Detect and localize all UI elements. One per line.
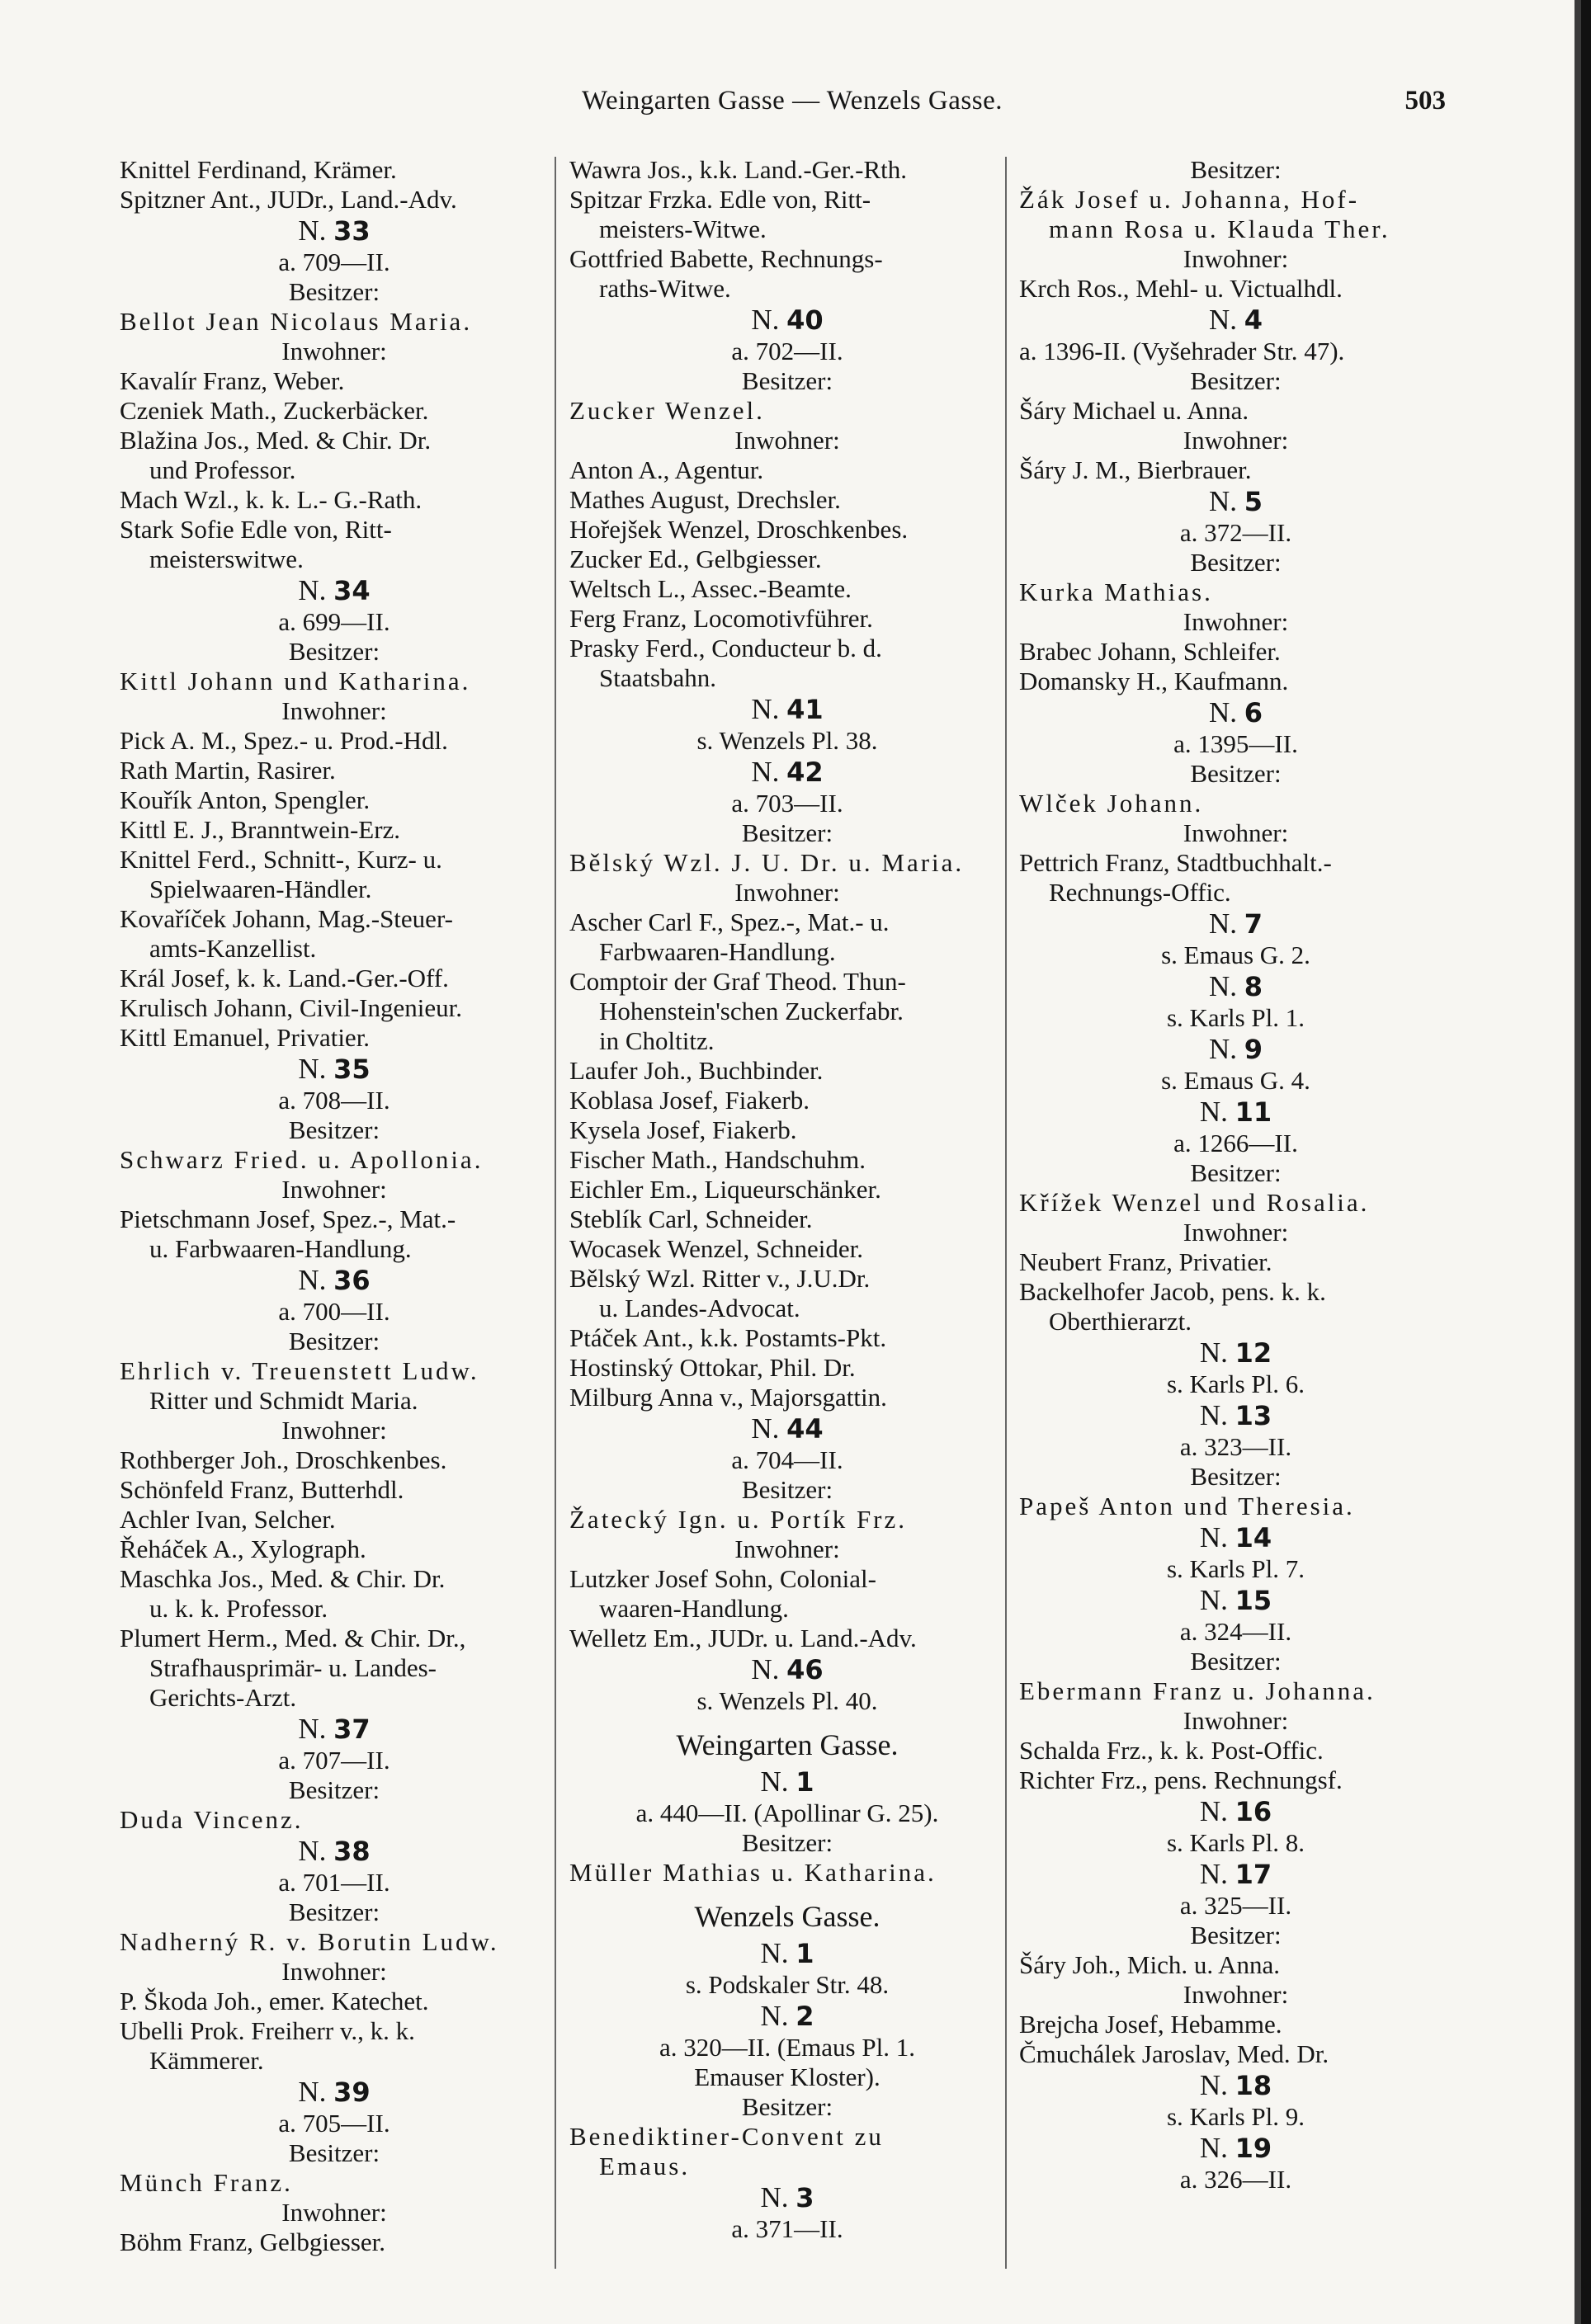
address-line: Besitzer: — [1190, 548, 1282, 577]
entry-continuation: Ritter und Schmidt Maria. — [149, 1386, 418, 1415]
address-line: Inwohner: — [734, 426, 840, 455]
entry-continuation: und Professor. — [149, 455, 296, 484]
address-line: s. Wenzels Pl. 38. — [696, 726, 878, 755]
address-line: a. 371—II. — [731, 2214, 843, 2243]
directory-entry: Brabec Johann, Schleifer. — [1019, 637, 1281, 666]
house-number: N. 34 — [298, 574, 371, 606]
address-line: Besitzer: — [741, 1828, 833, 1857]
directory-entry: Král Josef, k. k. Land.-Ger.-Off. — [120, 964, 449, 992]
directory-entry: Anton A., Agentur. — [569, 455, 764, 484]
address-line: a. 325—II. — [1179, 1891, 1292, 1920]
owner-name: Münch Franz. — [120, 2168, 293, 2197]
directory-entry: Spitzar Frzka. Edle von, Ritt- — [569, 185, 871, 214]
address-line: Inwohner: — [1183, 1706, 1289, 1735]
address-line: a. 1266—II. — [1173, 1129, 1298, 1157]
directory-entry: Pietschmann Josef, Spez.-, Mat.- — [120, 1204, 456, 1233]
address-line: s. Wenzels Pl. 40. — [696, 1686, 878, 1715]
address-line: Inwohner: — [281, 1416, 387, 1445]
house-number: N. 6 — [1208, 696, 1263, 728]
directory-entry: Bělský Wzl. Ritter v., J.U.Dr. — [569, 1264, 871, 1293]
address-line: Inwohner: — [1183, 1980, 1289, 2009]
address-line: Inwohner: — [281, 1175, 387, 1204]
directory-entry: Plumert Herm., Med. & Chir. Dr., — [120, 1624, 466, 1652]
page-edge — [1581, 0, 1591, 2324]
directory-entry: Knittel Ferd., Schnitt-, Kurz- u. — [120, 845, 442, 874]
column-middle — [569, 155, 1005, 2244]
running-head: Weingarten Gasse — Wenzels Gasse. — [581, 86, 1003, 115]
address-line: a. 702—II. — [731, 337, 843, 365]
address-line: Besitzer: — [1190, 1158, 1282, 1187]
owner-name: Benediktiner-Convent zu — [569, 2122, 884, 2151]
house-number: N. 35 — [298, 1053, 371, 1085]
directory-entry: Domansky H., Kaufmann. — [1019, 667, 1289, 695]
directory-entry: Kouřík Anton, Spengler. — [120, 785, 371, 814]
directory-entry: Wocasek Wenzel, Schneider. — [569, 1234, 863, 1263]
column-right — [1019, 155, 1452, 2194]
column-rule — [1005, 157, 1007, 2269]
directory-entry: Šáry Joh., Mich. u. Anna. — [1019, 1950, 1281, 1979]
address-line: a. 700—II. — [278, 1297, 390, 1326]
house-number: N. 1 — [760, 1937, 814, 1969]
directory-entry: a. 1396-II. (Vyšehrader Str. 47). — [1019, 337, 1345, 365]
directory-entry: Řeháček A., Xylograph. — [120, 1534, 366, 1563]
directory-entry: Zucker Ed., Gelbgiesser. — [569, 544, 822, 573]
entry-continuation: waaren-Handlung. — [599, 1594, 789, 1623]
address-line: s. Karls Pl. 7. — [1166, 1554, 1305, 1583]
directory-entry: Eichler Em., Liqueurschänker. — [569, 1175, 881, 1204]
directory-entry: Stark Sofie Edle von, Ritt- — [120, 515, 392, 544]
address-line: Inwohner: — [1183, 818, 1289, 847]
address-line: s. Emaus G. 2. — [1161, 940, 1310, 969]
house-number: N. 14 — [1199, 1521, 1272, 1553]
house-number: N. 37 — [298, 1713, 371, 1745]
directory-entry: Schönfeld Franz, Butterhdl. — [120, 1475, 404, 1504]
entry-continuation: Gerichts-Arzt. — [149, 1683, 297, 1712]
house-number: N. 39 — [298, 2076, 371, 2108]
house-number: N. 42 — [751, 756, 824, 788]
house-number: N. 9 — [1208, 1033, 1263, 1065]
address-line: s. Karls Pl. 8. — [1166, 1828, 1305, 1857]
owner-name: Müller Mathias u. Katharina. — [569, 1858, 937, 1887]
address-line: s. Karls Pl. 6. — [1166, 1369, 1305, 1398]
owner-name: Kurka Mathias. — [1019, 577, 1213, 606]
house-number: N. 16 — [1199, 1795, 1272, 1827]
address-line: a. 699—II. — [278, 607, 390, 636]
address-line: s. Karls Pl. 1. — [1166, 1003, 1305, 1032]
owner-name: Zucker Wenzel. — [569, 396, 765, 425]
directory-entry: Achler Ivan, Selcher. — [120, 1505, 336, 1534]
house-number: N. 44 — [751, 1412, 824, 1445]
address-line: Besitzer: — [1190, 1647, 1282, 1676]
address-line: Inwohner: — [281, 1957, 387, 1986]
address-line: Inwohner: — [281, 696, 387, 725]
entry-continuation: Rechnungs-Offic. — [1049, 878, 1231, 907]
entry-continuation: u. Farbwaaren-Handlung. — [149, 1234, 412, 1263]
address-line: Besitzer: — [288, 637, 380, 666]
address-line: Besitzer: — [288, 1327, 380, 1355]
owner-name: Ebermann Franz u. Johanna. — [1019, 1676, 1376, 1705]
address-line: a. 323—II. — [1179, 1432, 1292, 1461]
address-line: a. 703—II. — [731, 789, 843, 818]
directory-entry: Kittl Emanuel, Privatier. — [120, 1023, 371, 1052]
directory-entry: Šáry J. M., Bierbrauer. — [1019, 455, 1252, 484]
address-line: Inwohner: — [281, 337, 387, 365]
entry-continuation: Hohenstein'schen Zuckerfabr. — [599, 997, 904, 1025]
street-heading: Wenzels Gasse. — [694, 1900, 880, 1933]
directory-entry: Czeniek Math., Zuckerbäcker. — [120, 396, 429, 425]
house-number: N. 33 — [298, 214, 371, 247]
directory-entry: Gottfried Babette, Rechnungs- — [569, 244, 883, 273]
house-number: N. 8 — [1208, 970, 1263, 1002]
address-line: a. 704—II. — [731, 1445, 843, 1474]
directory-entry: Brejcha Josef, Hebamme. — [1019, 2010, 1282, 2039]
address-line: a. 320—II. (Emaus Pl. 1. — [659, 2033, 915, 2062]
entry-continuation: meisterswitwe. — [149, 544, 304, 573]
directory-entry: Lutzker Josef Sohn, Colonial- — [569, 1564, 876, 1593]
directory-entry: Koblasa Josef, Fiakerb. — [569, 1086, 810, 1115]
house-number: N. 40 — [751, 304, 824, 336]
address-line: Inwohner: — [734, 1534, 840, 1563]
address-line: Besitzer: — [741, 1475, 833, 1504]
address-line: a. 709—II. — [278, 247, 390, 276]
directory-entry: Rothberger Joh., Droschkenbes. — [120, 1445, 447, 1474]
entry-continuation: Emaus. — [599, 2152, 691, 2180]
house-number: N. 7 — [1208, 907, 1263, 940]
house-number: N. 17 — [1199, 1858, 1272, 1890]
address-line: Besitzer: — [1190, 759, 1282, 788]
entry-continuation: u. k. k. Professor. — [149, 1594, 328, 1623]
owner-name: Žák Josef u. Johanna, Hof- — [1019, 185, 1360, 214]
directory-entry: Knittel Ferdinand, Krämer. — [120, 155, 397, 184]
address-line: a. 326—II. — [1179, 2165, 1292, 2194]
directory-entry: Hořejšek Wenzel, Droschkenbes. — [569, 515, 909, 544]
address-line: Besitzer: — [1190, 155, 1282, 184]
owner-name: Schwarz Fried. u. Apollonia. — [120, 1145, 484, 1174]
directory-entry: Böhm Franz, Gelbgiesser. — [120, 2227, 386, 2256]
directory-entry: Schalda Frz., k. k. Post-Offic. — [1019, 1736, 1324, 1765]
house-number: N. 41 — [751, 693, 824, 725]
house-number: N. 46 — [751, 1653, 824, 1685]
directory-entry: Fischer Math., Handschuhm. — [569, 1145, 866, 1174]
house-number: N. 15 — [1199, 1584, 1272, 1616]
directory-entry: Richter Frz., pens. Rechnungsf. — [1019, 1765, 1343, 1794]
directory-entry: Rath Martin, Rasirer. — [120, 756, 336, 785]
address-line: a. 705—II. — [278, 2109, 390, 2138]
directory-entry: Pick A. M., Spez.- u. Prod.-Hdl. — [120, 726, 448, 755]
page-number: 503 — [1405, 86, 1446, 115]
address-line: s. Karls Pl. 9. — [1166, 2102, 1305, 2131]
directory-entry: Maschka Jos., Med. & Chir. Dr. — [120, 1564, 446, 1593]
directory-entry: Krulisch Johann, Civil-Ingenieur. — [120, 993, 462, 1022]
directory-entry: Neubert Franz, Privatier. — [1019, 1247, 1272, 1276]
address-line: Emauser Kloster). — [694, 2062, 880, 2091]
entry-continuation: Staatsbahn. — [599, 663, 717, 692]
owner-name: Papeš Anton und Theresia. — [1019, 1492, 1355, 1520]
entry-continuation: Oberthierarzt. — [1049, 1307, 1192, 1336]
directory-entry: Čmuchálek Jaroslav, Med. Dr. — [1019, 2039, 1329, 2068]
address-line: a. 707—II. — [278, 1746, 390, 1775]
page-shadow — [1574, 0, 1581, 2324]
address-line: Besitzer: — [288, 1115, 380, 1144]
house-number: N. 1 — [760, 1765, 814, 1798]
entry-continuation: raths-Witwe. — [599, 274, 731, 303]
directory-entry: Ptáček Ant., k.k. Postamts-Pkt. — [569, 1323, 887, 1352]
address-line: Inwohner: — [1183, 426, 1289, 455]
address-line: Besitzer: — [741, 2092, 833, 2121]
address-line: s. Podskaler Str. 48. — [685, 1970, 890, 1999]
address-line: Inwohner: — [734, 878, 840, 907]
address-line: Besitzer: — [741, 366, 833, 395]
directory-entry: Wawra Jos., k.k. Land.-Ger.-Rth. — [569, 155, 908, 184]
directory-entry: Prasky Ferd., Conducteur b. d. — [569, 634, 882, 662]
entry-continuation: in Choltitz. — [599, 1026, 715, 1055]
directory-entry: Hostinský Ottokar, Phil. Dr. — [569, 1353, 856, 1382]
street-heading: Weingarten Gasse. — [676, 1728, 899, 1761]
house-number: N. 3 — [760, 2181, 814, 2213]
directory-entry: Ferg Franz, Locomotivführer. — [569, 604, 873, 633]
directory-entry: Laufer Joh., Buchbinder. — [569, 1056, 824, 1085]
address-line: Besitzer: — [1190, 1921, 1282, 1949]
address-line: Besitzer: — [1190, 1462, 1282, 1491]
address-line: Inwohner: — [281, 2198, 387, 2227]
address-line: Besitzer: — [288, 1897, 380, 1926]
house-number: N. 19 — [1199, 2132, 1272, 2164]
entry-continuation: meisters-Witwe. — [599, 214, 767, 243]
owner-name: Žatecký Ign. u. Portík Frz. — [569, 1505, 908, 1534]
address-line: a. 440—II. (Apollinar G. 25). — [635, 1798, 939, 1827]
owner-name: Wlček Johann. — [1019, 789, 1204, 818]
address-line: Inwohner: — [1183, 244, 1289, 273]
address-line: Besitzer: — [288, 277, 380, 306]
house-number: N. 38 — [298, 1835, 371, 1867]
directory-entry: P. Škoda Joh., emer. Katechet. — [120, 1987, 429, 2015]
directory-entry: Kittl E. J., Branntwein-Erz. — [120, 815, 401, 844]
address-line: a. 1395—II. — [1173, 729, 1298, 758]
directory-entry: Pettrich Franz, Stadtbuchhalt.- — [1019, 848, 1332, 877]
directory-entry: Ascher Carl F., Spez.-, Mat.- u. — [569, 907, 890, 936]
directory-entry: Kavalír Franz, Weber. — [120, 366, 345, 395]
directory-entry: Krch Ros., Mehl- u. Victualhdl. — [1019, 274, 1343, 303]
house-number: N. 11 — [1199, 1096, 1272, 1128]
directory-entry: Kovaříček Johann, Mag.-Steuer- — [120, 904, 453, 933]
owner-name: Duda Vincenz. — [120, 1805, 304, 1834]
address-line: a. 324—II. — [1179, 1617, 1292, 1646]
house-number: N. 4 — [1208, 304, 1263, 336]
owner-name: Kittl Johann und Katharina. — [120, 667, 471, 695]
address-line: Besitzer: — [288, 1775, 380, 1804]
address-line: s. Emaus G. 4. — [1161, 1066, 1310, 1095]
house-number: N. 36 — [298, 1264, 371, 1296]
column-rule — [555, 157, 556, 2269]
entry-continuation: Spielwaaren-Händler. — [149, 874, 372, 903]
owner-name: Ehrlich v. Treuenstett Ludw. — [120, 1356, 479, 1385]
address-line: Besitzer: — [288, 2138, 380, 2167]
entry-continuation: Strafhausprimär- u. Landes- — [149, 1653, 437, 1682]
column-left — [120, 155, 549, 2257]
directory-entry: Mathes August, Drechsler. — [569, 485, 841, 514]
directory-entry: Milburg Anna v., Majorsgattin. — [569, 1383, 887, 1412]
address-line: a. 372—II. — [1179, 518, 1292, 547]
directory-entry: Kysela Josef, Fiakerb. — [569, 1115, 797, 1144]
entry-continuation: Kämmerer. — [149, 2046, 264, 2075]
directory-entry: Weltsch L., Assec.-Beamte. — [569, 574, 852, 603]
house-number: N. 18 — [1199, 2069, 1272, 2101]
owner-name: Bellot Jean Nicolaus Maria. — [120, 307, 473, 336]
directory-entry: Welletz Em., JUDr. u. Land.-Adv. — [569, 1624, 917, 1652]
entry-continuation: amts-Kanzellist. — [149, 934, 317, 963]
house-number: N. 2 — [760, 2000, 814, 2032]
owner-name: Křížek Wenzel und Rosalia. — [1019, 1188, 1370, 1217]
owner-name: Nadherný R. v. Borutin Ludw. — [120, 1927, 499, 1956]
address-line: Inwohner: — [1183, 607, 1289, 636]
address-line: Besitzer: — [741, 818, 833, 847]
directory-entry: Blažina Jos., Med. & Chir. Dr. — [120, 426, 432, 455]
entry-continuation: mann Rosa u. Klauda Ther. — [1049, 214, 1390, 243]
house-number: N. 5 — [1208, 485, 1263, 517]
address-line: Inwohner: — [1183, 1218, 1289, 1247]
owner-name: Bělský Wzl. J. U. Dr. u. Maria. — [569, 848, 965, 877]
address-line: Besitzer: — [1190, 366, 1282, 395]
house-number: N. 13 — [1199, 1399, 1272, 1431]
directory-entry: Mach Wzl., k. k. L.- G.-Rath. — [120, 485, 423, 514]
directory-entry: Steblík Carl, Schneider. — [569, 1204, 813, 1233]
directory-entry: Šáry Michael u. Anna. — [1019, 396, 1249, 425]
entry-continuation: u. Landes-Advocat. — [599, 1294, 800, 1322]
house-number: N. 12 — [1199, 1336, 1272, 1369]
address-line: a. 708—II. — [278, 1086, 390, 1115]
entry-continuation: Farbwaaren-Handlung. — [599, 937, 836, 966]
directory-entry: Backelhofer Jacob, pens. k. k. — [1019, 1277, 1326, 1306]
directory-entry: Spitzner Ant., JUDr., Land.-Adv. — [120, 185, 457, 214]
directory-entry: Ubelli Prok. Freiherr v., k. k. — [120, 2016, 415, 2045]
directory-entry: Comptoir der Graf Theod. Thun- — [569, 967, 906, 996]
address-line: a. 701—II. — [278, 1868, 390, 1897]
